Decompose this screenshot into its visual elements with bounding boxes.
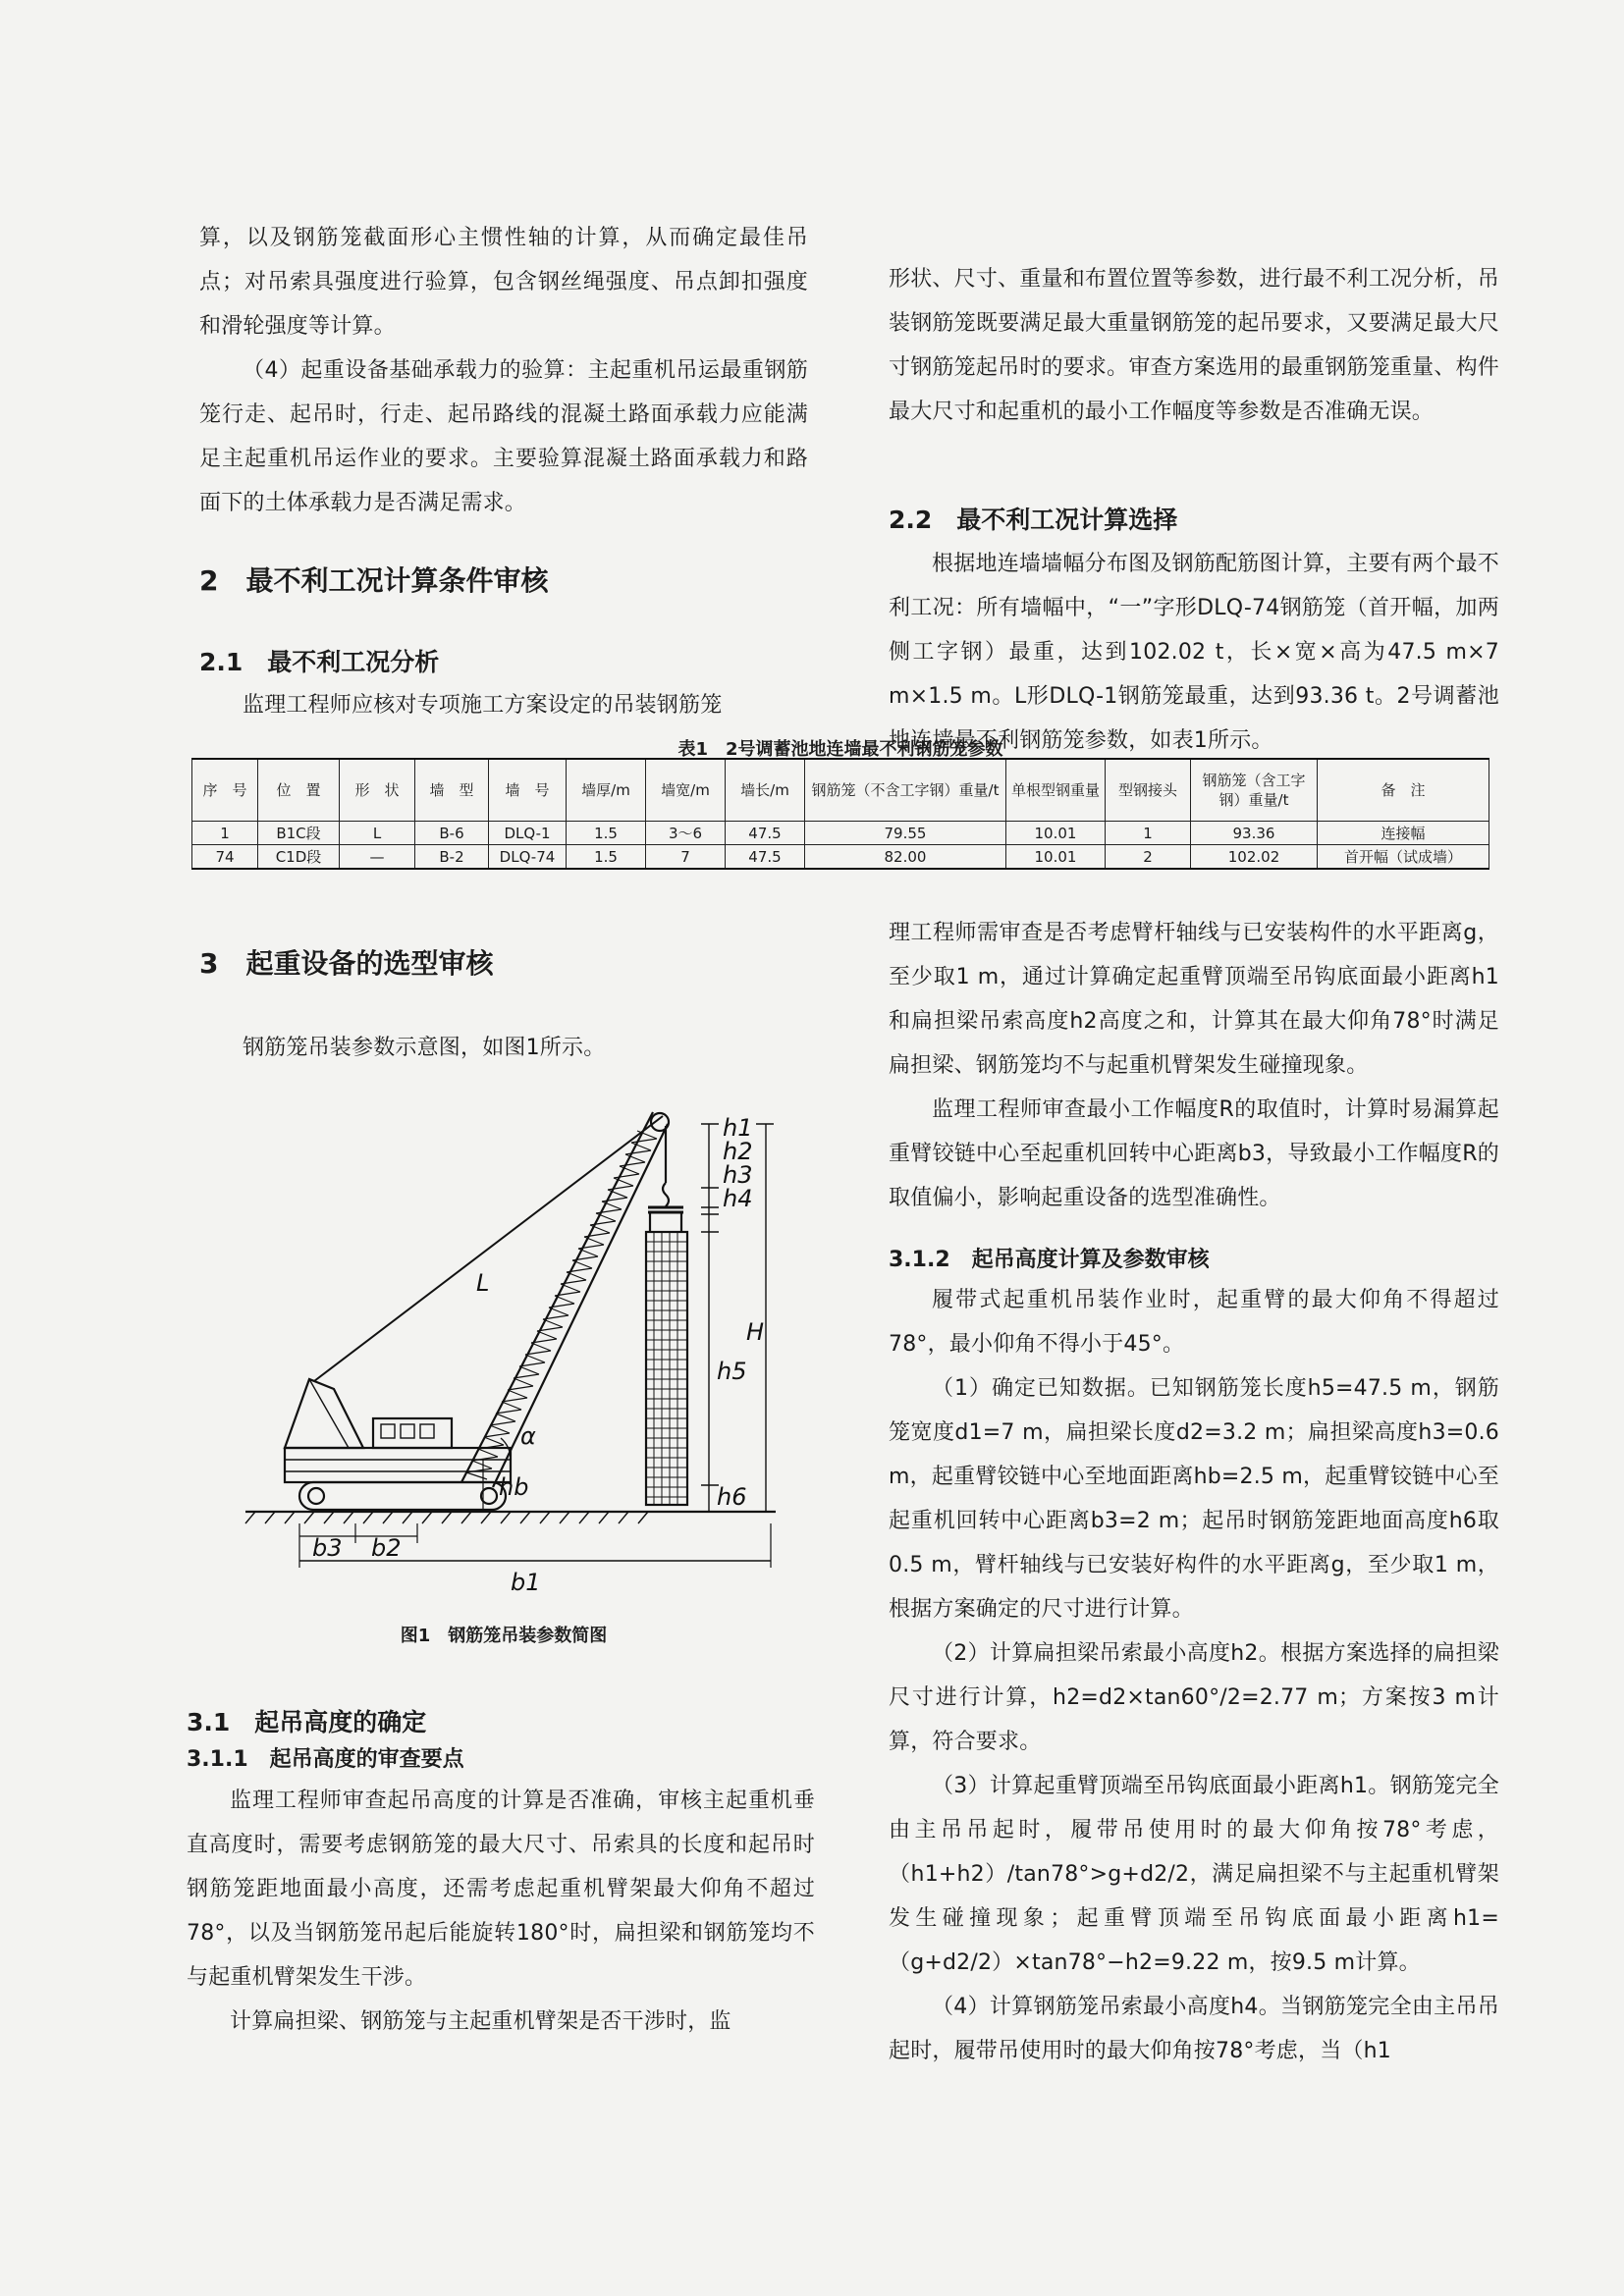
paragraph: 形状、尺寸、重量和布置位置等参数，进行最不利工况分析，吊装钢筋笼既要满足最大重量钢筋笼的起吊要求，又要满足最大尺寸钢筋笼起吊时的要求。审查方案选用的最重钢筋笼重量、构件最大尺寸和起重机的最小工作幅度等参数是否准确无误。 xyxy=(889,267,1499,424)
table-cell: 连接幅 xyxy=(1318,822,1489,845)
table-header-cell: 钢筋笼（含工字钢）重量/t xyxy=(1191,759,1318,822)
table-cell: B-6 xyxy=(415,822,489,845)
label-h4: h4 xyxy=(723,1185,753,1212)
table-header-cell: 序 号 xyxy=(192,759,258,822)
label-h5: h5 xyxy=(717,1358,747,1385)
table-cell: 47.5 xyxy=(726,845,805,870)
paragraph: 履带式起重机吊装作业时，起重臂的最大仰角不得超过78°，最小仰角不得小于45°。 xyxy=(889,1288,1499,1357)
label-b2: b2 xyxy=(371,1534,402,1562)
label-b1: b1 xyxy=(511,1569,541,1596)
label-alpha: α xyxy=(520,1422,536,1450)
right-column-top xyxy=(889,257,1499,434)
table-cell: 3～6 xyxy=(646,822,726,845)
table-cell: DLQ-1 xyxy=(489,822,567,845)
table-cell: 74 xyxy=(192,845,258,870)
paragraph: 监理工程师应核对专项施工方案设定的吊装钢筋笼 xyxy=(243,693,723,718)
subsection-heading: 3.1 起吊高度的确定 xyxy=(187,1708,427,1736)
table-header-cell: 钢筋笼（不含工字钢）重量/t xyxy=(805,759,1006,822)
paragraph: （4）计算钢筋笼吊索最小高度h4。当钢筋笼完全由主吊吊起时，履带吊使用时的最大仰角按78°考虑，当（h1 xyxy=(889,1995,1499,2063)
label-h3: h3 xyxy=(723,1161,753,1189)
section-heading: 3 起重设备的选型审核 xyxy=(199,947,494,980)
table-header-cell: 位 置 xyxy=(258,759,340,822)
table-cell: C1D段 xyxy=(258,845,340,870)
crane-cab xyxy=(373,1418,452,1448)
figure-intro xyxy=(199,1026,808,1070)
table-cell: 10.01 xyxy=(1006,822,1106,845)
section-heading: 2 最不利工况计算条件审核 xyxy=(199,564,549,597)
paragraph: 监理工程师审查最小工作幅度R的取值时，计算时易漏算起重臂铰链中心至起重机回转中心距离b3，导致最小工作幅度R的取值偏小，影响起重设备的选型准确性。 xyxy=(889,1097,1499,1210)
ground-hatching xyxy=(245,1512,648,1523)
table-header-cell: 单根型钢重量 xyxy=(1006,759,1106,822)
subsubsection-heading: 3.1.2 起吊高度计算及参数审核 xyxy=(889,1248,1210,1272)
table-header-cell: 墙长/m xyxy=(726,759,805,822)
hook xyxy=(663,1183,669,1206)
table-cell: 2 xyxy=(1106,845,1191,870)
table-header-cell: 墙 号 xyxy=(489,759,567,822)
label-L: L xyxy=(476,1269,490,1297)
paragraph: 监理工程师审查起吊高度的计算是否准确，审核主起重机垂直高度时，需要考虑钢筋笼的最大尺寸、吊索具的长度和起吊时钢筋笼距地面最小高度，还需考虑起重机臂架最大仰角不超过78°，以及当钢筋笼吊起后能旋转180°时，扁担梁和钢筋笼均不与起重机臂架发生干涉。 xyxy=(187,1789,815,1990)
figure-caption: 图1 钢筋笼吊装参数简图 xyxy=(400,1626,608,1646)
table-header-cell: 备 注 xyxy=(1318,759,1489,822)
label-H: H xyxy=(746,1318,765,1346)
table-cell: 首开幅（试成墙） xyxy=(1318,845,1489,870)
crane-diagram xyxy=(226,1095,776,1605)
table-header-row xyxy=(192,759,1489,822)
table-cell: 82.00 xyxy=(805,845,1006,870)
table-cell: L xyxy=(340,822,415,845)
paragraph: 计算扁担梁、钢筋笼与主起重机臂架是否干涉时，监 xyxy=(230,2009,731,2034)
table-cell: 7 xyxy=(646,845,726,870)
left-column-p3 xyxy=(199,683,808,727)
boom-lacing xyxy=(466,1139,657,1472)
label-b3: b3 xyxy=(312,1534,343,1562)
paragraph: （2）计算扁担梁吊索最小高度h2。根据方案选择的扁担梁尺寸进行计算，h2=d2×tan60°/2=2.77 m；方案按3 m计算，符合要求。 xyxy=(889,1641,1499,1754)
track-wheel xyxy=(308,1488,324,1504)
table-cell: 47.5 xyxy=(726,822,805,845)
paragraph: （3）计算起重臂顶端至吊钩底面最小距离h1。钢筋笼完全由主吊吊起时，履带吊使用时的最大仰角按78°考虑，（h1+h2）/tan78°>g+d2/2，满足扁担梁不与主起重机臂架发生碰撞现象；起重臂顶端至吊钩底面最小距离h1=（g+d2/2）×tan78°−h2=9.22 m，按9.5 m计算。 xyxy=(889,1774,1499,1975)
table-cell: 1 xyxy=(1106,822,1191,845)
table-cell: 1.5 xyxy=(567,822,646,845)
table-1 xyxy=(191,758,1489,870)
table-cell: 79.55 xyxy=(805,822,1006,845)
label-h6: h6 xyxy=(717,1483,747,1511)
crane-track xyxy=(299,1482,506,1510)
table-header-cell: 型钢接头 xyxy=(1106,759,1191,822)
table-cell: 10.01 xyxy=(1006,845,1106,870)
table-cell: 102.02 xyxy=(1191,845,1318,870)
label-h2: h2 xyxy=(723,1138,753,1165)
left-column-top xyxy=(199,216,808,525)
label-hb: hb xyxy=(499,1473,529,1501)
subsubsection-heading: 3.1.1 起吊高度的审查要点 xyxy=(187,1747,464,1772)
table-header-cell: 墙宽/m xyxy=(646,759,726,822)
table-header-cell: 墙 型 xyxy=(415,759,489,822)
subsection-heading: 2.2 最不利工况计算选择 xyxy=(889,506,1178,534)
table-caption: 表1 2号调蓄池地连墙最不利钢筋笼参数 xyxy=(677,739,1003,760)
right-column-lower xyxy=(889,911,1499,1220)
label-h1: h1 xyxy=(723,1114,753,1142)
table-row xyxy=(192,845,1489,870)
pendant-cable xyxy=(314,1116,663,1381)
table-header-cell: 墙厚/m xyxy=(567,759,646,822)
paragraph: （1）确定已知数据。已知钢筋笼长度h5=47.5 m，钢筋笼宽度d1=7 m，扁担梁长度d2=3.2 m；扁担梁高度h3=0.6 m，起重臂铰链中心至地面距离hb=2.5 m，起重臂铰链中心至起重机回转中心距离b3=2 m；起吊时钢筋笼距地面高度h6取0.5 m，臂杆轴线与已安装好构件的水平距离g，至少取1 m，根据方案确定的尺寸进行计算。 xyxy=(889,1376,1499,1622)
table-cell: 1.5 xyxy=(567,845,646,870)
right-column-calcs xyxy=(889,1278,1499,2073)
table-cell: 93.36 xyxy=(1191,822,1318,845)
paragraph: 根据地连墙墙幅分布图及钢筋配筋图计算，主要有两个最不利工况：所有墙幅中，“一”字形DLQ-74钢筋笼（首开幅，加两侧工字钢）最重，达到102.02 t，长×宽×高为47.5 m×7 m×1.5 m。L形DLQ-1钢筋笼最重，达到93.36 t。2号调蓄池地连墙最不利钢筋笼参数，如表1所示。 xyxy=(889,552,1499,753)
table-cell: B-2 xyxy=(415,845,489,870)
table-cell: — xyxy=(340,845,415,870)
table-cell: 1 xyxy=(192,822,258,845)
paragraph: 理工程师需审查是否考虑臂杆轴线与已安装构件的水平距离g，至少取1 m，通过计算确定起重臂顶端至吊钩底面最小距离h1和扁担梁吊索高度h2高度之和，计算其在最大仰角78°时满足扁担梁、钢筋笼均不与起重机臂架发生碰撞现象。 xyxy=(889,921,1499,1078)
crane-mast xyxy=(285,1379,363,1448)
table-cell: B1C段 xyxy=(258,822,340,845)
paragraph: （4）起重设备基础承载力的验算：主起重机吊运最重钢筋笼行走、起吊时，行走、起吊路线的混凝土路面承载力应能满足主起重机吊运作业的要求。主要验算混凝土路面承载力和路面下的土体承载力是否满足需求。 xyxy=(199,358,808,515)
paragraph: 钢筋笼吊装参数示意图，如图1所示。 xyxy=(243,1036,606,1060)
right-column-p2 xyxy=(889,542,1499,763)
table-header-cell: 形 状 xyxy=(340,759,415,822)
paragraph: 算，以及钢筋笼截面形心主惯性轴的计算，从而确定最佳吊点；对吊索具强度进行验算，包含钢丝绳强度、吊点卸扣强度和滑轮强度等计算。 xyxy=(199,226,808,339)
rebar-cage xyxy=(646,1232,687,1505)
table-cell: DLQ-74 xyxy=(489,845,567,870)
left-column-bottom xyxy=(187,1779,815,2044)
subsection-heading: 2.1 最不利工况分析 xyxy=(199,648,440,676)
table-row xyxy=(192,822,1489,845)
